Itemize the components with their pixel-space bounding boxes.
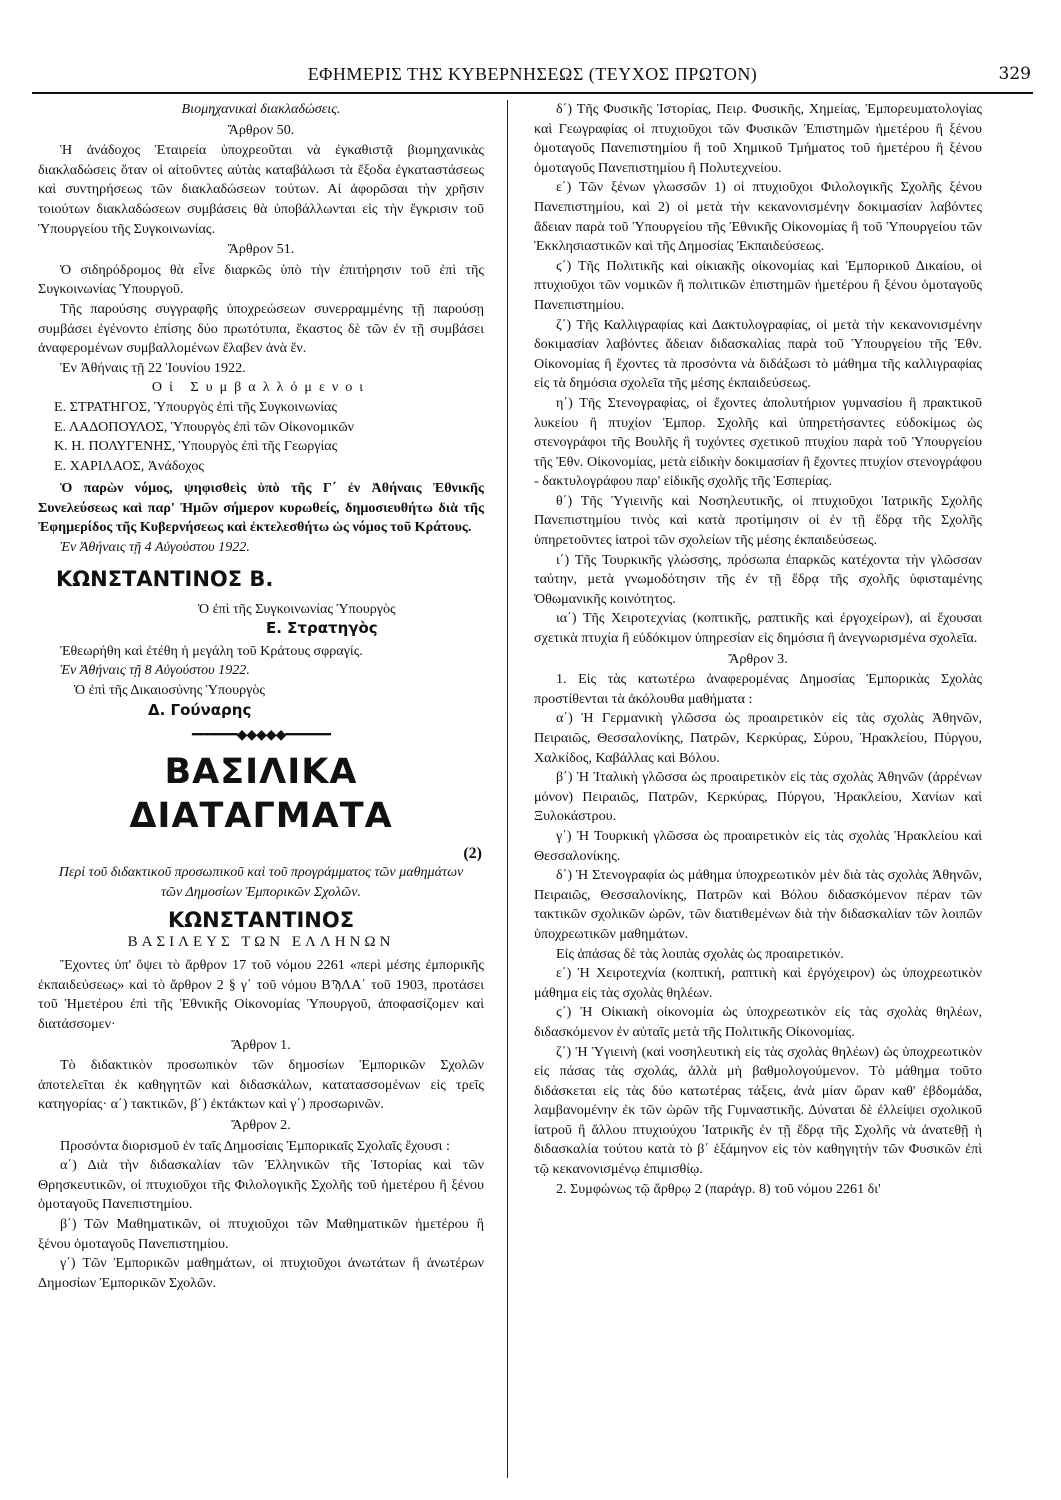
article-text: 2. Συμφώνως τῷ ἄρθρῳ 2 (παράγρ. 8) τοῦ νόμου 2261 δι'	[556, 1180, 881, 1197]
article-item: ϛ΄) Ἡ Οἰκιακὴ οἰκονομία ὡς ὑποχρεωτικὸν εἰς τὰς σχολὰς θηλέων, διδασκόμενον ἐν αὐταῖς μετὰ τῆς Πολιτικῆς Οἰκονομίας.	[534, 1004, 982, 1040]
king-heading: ΚΩΝΣΤΑΝΤΙΝΟΣ	[167, 907, 355, 932]
article-item: δ΄) Τῆς Φυσικῆς Ἱστορίας, Πειρ. Φυσικῆς, Χημείας, Ἐμπορευματολογίας καὶ Γεωγραφίας οἱ πτυχιοῦχοι τῶν Φυσικῶν Ἐπιστημῶν ἡμετέρου ἢ ξένου ὁμοταγοῦς Πανεπιστημίου ἢ τοῦ Χημικοῦ Τμήματος τοῦ ἡμετέρου ἢ ξένου ὁμοταγοῦς Πανεπιστημίου ἢ Πολυτεχνείου.	[534, 101, 982, 176]
date-line: Ἐν Ἀθήναις τῇ 4 Αὐγούστου 1922.	[60, 539, 250, 556]
article-text: Τὸ διδακτικὸν προσωπικὸν τῶν δημοσίων Ἐμπορικῶν Σχολῶν ἀποτελεῖται ἐκ καθηγητῶν καὶ διδασκάλων, κατατασσομένων εἰς τρεῖς κατηγορίας· α΄) τακτικῶν, β΄) ἐκτάκτων καὶ γ΄) προσωρινῶν.	[38, 1057, 484, 1113]
article-item: ε΄) Τῶν ξένων γλωσσῶν 1) οἱ πτυχιοῦχοι Φιλολογικῆς Σχολῆς ξένου Πανεπιστημίου, καὶ 2) οἱ μετὰ τὴν κεκανονισμένην δοκιμασίαν λαβόντες ἄδειαν παρὰ τοῦ Ὑπουργείου τῆς Ἐθνικῆς Οἰκονομίας ἢ τοῦ Ὑπουργείου τῶν Ἐκκλησιαστικῶν καὶ τῆς Δημοσίας Ἐκπαιδεύσεως.	[534, 179, 982, 255]
page-header	[32, 60, 1033, 94]
article-title: Ἄρθρον 2.	[231, 1116, 291, 1133]
article-title: Ἄρθρον 50.	[227, 121, 295, 138]
article-item: η΄) Τῆς Στενογραφίας, οἱ ἔχοντες ἀπολυτήριον γυμνασίου ἢ πρακτικοῦ λυκείου ἢ πτυχίον Ἐμπορ. Σχολῆς καὶ ὑπηρετήσαντες εὐδοκίμως ὡς στενογράφοι τῆς Βουλῆς ἢ τυχόντες σχετικοῦ πτυχίου παρὰ τοῦ Ὑπουργείου τῆς Ἐθν. Οἰκονομίας, μετὰ εἰδικὴν δοκιμασίαν ἢ ἔχοντες πτυχίον στενογράφου - δακτυλογράφου παρ' εἰδικῆς σχολῆς τῆς Ἑσπερίας.	[534, 394, 982, 490]
article-text: Ἡ ἀνάδοχος Ἑταιρεία ὑποχρεοῦται νὰ ἐγκαθιστᾷ βιομηχανικὰς διακλαδώσεις ὅταν οἱ αἰτοῦντες αὐτὰς καταβάλωσι τὰ ἔξοδα ἐγκαταστάσεως καὶ συντηρήσεως τῶν διακλαδώσεων τούτων. Αἱ ἀφορῶσαι τὴν χρῆσιν τοιούτων διακλαδώσεων συμβάσεις θὰ ὑποβάλλωνται εἰς τὴν ἔγκρισιν τοῦ Ὑπουργείου τῆς Συγκοινωνίας.	[38, 142, 484, 237]
article-item: β΄) Τῶν Μαθηματικῶν, οἱ πτυχιοῦχοι τῶν Μαθηματικῶν ἡμετέρου ἢ ξένου ὁμοταγοῦς Πανεπιστημίου.	[38, 1215, 484, 1252]
article-item: ζ΄) Τῆς Καλλιγραφίας καὶ Δακτυλογραφίας, οἱ μετὰ τὴν κεκανονισμένην δοκιμασίαν λαβόντες ἄδειαν διδασκαλίας παρὰ τοῦ Ὑπουργείου τῆς Ἐθν. Οἰκονομίας ἢ ἔχοντες τὰ προσόντα νὰ διδάξωσι τὸ μάθημα τῆς καλλιγραφίας εἰς τὰ δημόσια σχολεῖα τῆς μέσης ἐκπαιδεύσεως.	[534, 316, 982, 392]
page-number: 329	[998, 64, 1031, 84]
article-title: Ἄρθρον 51.	[227, 241, 295, 258]
king-subheading: ΒΑΣΙΛΕΥΣ ΤΩΝ ΕΛΛΗΝΩΝ	[127, 933, 395, 950]
king-signature: ΚΩΝΣΤΑΝΤΙΝΟΣ Β.	[56, 566, 274, 591]
article-item: α΄) Ἡ Γερμανικὴ γλῶσσα ὡς προαιρετικὸν εἰς τὰς σχολὰς Ἀθηνῶν, Πειραιῶς, Θεσσαλονίκης, Πατρῶν, Κερκύρας, Σύρου, Ἡρακλείου, Πύργου, Χαλκίδος, Καβάλλας καὶ Βόλου.	[534, 710, 982, 766]
article-item: ι΄) Τῆς Τουρκικῆς γλώσσης, πρόσωπα ἐπαρκῶς κατέχοντα τὴν γλῶσσαν ταύτην, μετὰ γνωμοδότησιν τῆς ἐν τῇ ἕδρᾳ τῆς σχολῆς ὑφισταμένης Ὀθωμανικῆς κοινότητος.	[534, 551, 982, 607]
article-title: Ἄρθρον 3.	[728, 650, 788, 667]
left-column	[38, 100, 484, 1480]
article-item: β΄) Ἡ Ἰταλικὴ γλῶσσα ὡς προαιρετικὸν εἰς τὰς σχολὰς Ἀθηνῶν (ἀρρένων μόνον) Πειραιῶς, Πατρῶν, Κερκύρας, Πύργου, Ἡρακλείου, Χανίων καὶ Ξυλοκάστρου.	[534, 769, 982, 825]
article-item: ια΄) Τῆς Χειροτεχνίας (κοπτικῆς, ραπτικῆς καὶ ἐργοχείρων), αἱ ἔχουσαι σχετικὰ πτυχία ἢ εὐδόκιμον ὑπηρεσίαν εἰς δημόσια ἢ ἀνεγνωρισμένα σχολεῖα.	[534, 610, 982, 647]
article-text: Ὁ σιδηρόδρομος θὰ εἶνε διαρκῶς ὑπὸ τὴν ἐπιτήρησιν τοῦ ἐπὶ τῆς Συγκοινωνίας Ὑπουργοῦ.	[38, 261, 484, 298]
right-column	[534, 100, 982, 1480]
article-item: θ΄) Τῆς Ὑγιεινῆς καὶ Νοσηλευτικῆς, οἱ πτυχιοῦχοι Ἰατρικῆς Σχολῆς Πανεπιστημίου τινὸς καὶ κατὰ προτίμησιν οἱ ἐν τῇ ἕδρᾳ τῆς Σχολῆς ὑπηρετοῦντες ἰατροὶ τῶν σχολείων τῆς μέσης ἐκπαιδεύσεως.	[534, 492, 982, 549]
law-text: Ὁ παρὼν νόμος, ψηφισθεὶς ὑπὸ τῆς Γ΄ ἐν Ἀθήναις Ἐθνικῆς Συνελεύσεως καὶ παρ' Ἡμῶν σήμερον κυρωθείς, δημοσιευθήτω διὰ τῆς Ἐφημερίδος τῆς Κυβερνήσεως καὶ ἐκτελεσθήτω ὡς νόμος τοῦ Κράτους.	[38, 480, 484, 536]
article-text: 1. Εἰς τὰς κατωτέρω ἀναφερομένας Δημοσίας Ἐμπορικὰς Σχολὰς προστίθενται τὰ ἀκόλουθα μαθήματα :	[534, 671, 982, 707]
article-title: Ἄρθρον 1.	[231, 1036, 291, 1053]
column-divider	[507, 100, 508, 1478]
minister-name: Ε. Στρατηγὸς	[266, 619, 378, 638]
contracting-parties: Οἱ Συμβαλλόμενοι	[151, 379, 371, 396]
date-line: Ἐν Ἀθήναις τῇ 22 Ἰουνίου 1922.	[60, 359, 246, 376]
article-text: Προσόντα διορισμοῦ ἐν ταῖς Δημοσίαις Ἐμπορικαῖς Σχολαῖς ἔχουσι :	[60, 1137, 450, 1154]
article-item: γ΄) Τῶν Ἐμπορικῶν μαθημάτων, οἱ πτυχιοῦχοι ἀνωτάτων ἢ ἀνωτέρων Δημοσίων Ἐμπορικῶν Σχολῶν.	[38, 1255, 484, 1291]
minister-title: Ὁ ἐπὶ τῆς Δικαιοσύνης Ὑπουργὸς	[74, 682, 266, 699]
decree-number: (2)	[463, 844, 482, 862]
decree-subject: Περὶ τοῦ διδακτικοῦ προσωπικοῦ καὶ τοῦ προγράμματος τῶν μαθημάτων τῶν Δημοσίων Ἐμπορικῶν Σχολῶν.	[58, 864, 464, 900]
article-item: α΄) Διὰ τὴν διδασκαλίαν τῶν Ἑλληνικῶν τῆς Ἱστορίας καὶ τῶν Θρησκευτικῶν, οἱ πτυχιοῦχοι τῆς Φιλολογικῆς Σχολῆς τοῦ ἡμετέρου ἢ ξένου ὁμοταγοῦς Πανεπιστημίου.	[38, 1157, 484, 1213]
signatory: Ε. ΧΑΡΙΛΑΟΣ, Ἀνάδοχος	[54, 457, 204, 474]
article-text: Τῆς παρούσης συγγραφῆς ὑποχρεώσεων συνερραμμένης τῇ παρούσῃ συμβάσει ἐγένοντο ἐπίσης δύο πρωτότυπα, ἕκαστος δὲ τῶν ἐν τῇ συμβάσει ἀναφερομένων συμβαλλομένων ἔλαβεν ἀνὰ ἕν.	[38, 300, 484, 357]
article-item: ϛ΄) Τῆς Πολιτικῆς καὶ οἰκιακῆς οἰκονομίας καὶ Ἐμπορικοῦ Δικαίου, οἱ πτυχιοῦχοι τῶν νομικῶν ἢ πολιτικῶν ἐπιστημῶν ἡμετέρου ἢ ξένου ὁμοταγοῦς Πανεπιστημίου.	[534, 257, 982, 313]
preamble: Ἔχοντες ὑπ' ὄψει τὸ ἄρθρον 17 τοῦ νόμου 2261 «περὶ μέσης ἐμπορικῆς ἐκπαιδεύσεως» καὶ τὸ ἄρθρον 2 § γ΄ τοῦ νόμου ΒϠΛΑ΄ τοῦ 1903, προτάσει τοῦ Ἡμετέρου ἐπὶ τῆς Ἐθνικῆς Οἰκονομίας Ὑπουργοῦ, ἀποφασίζομεν καὶ διατάσσομεν·	[38, 957, 484, 1032]
gazette-title: ΕΦΗΜΕΡΙΣ ΤΗΣ ΚΥΒΕΡΝΗΣΕΩΣ (ΤΕΥΧΟΣ ΠΡΩΤΟΝ)	[307, 64, 758, 84]
minister-title: Ὁ ἐπὶ τῆς Συγκοινωνίας Ὑπουργὸς	[198, 600, 396, 617]
section-title: ΒΑΣΙΛΙΚΑ ΔΙΑΤΑΓΜΑΤΑ	[129, 751, 393, 836]
article-item: γ΄) Ἡ Τουρκικὴ γλῶσσα ὡς προαιρετικὸν εἰς τὰς σχολὰς Ἡρακλείου καὶ Θεσσαλονίκης.	[534, 827, 982, 864]
minister-name: Δ. Γούναρης	[148, 700, 252, 719]
signatory: Ε. ΛΑΔΟΠΟΥΛΟΣ, Ὑπουργὸς ἐπὶ τῶν Οἰκονομικῶν	[54, 418, 355, 435]
article-item: δ΄) Ἡ Στενογραφία ὡς μάθημα ὑποχρεωτικὸν μὲν διὰ τὰς σχολὰς Ἀθηνῶν, Πειραιῶς, Θεσσαλονίκης, Πατρῶν καὶ Βόλου διδασκόμενον πέραν τῶν τακτικῶν σχολικῶν ὡρῶν, τῶν διατιθεμένων διὰ τὴν διδασκαλίαν τῶν λοιπῶν ὑποχρεωτικῶν μαθημάτων.	[534, 867, 982, 942]
ornament-divider: ━━━━━━◆◆◆◆◆━━━━━━	[192, 728, 330, 744]
article-item: ε΄) Ἡ Χειροτεχνία (κοπτική, ραπτικὴ καὶ ἐργόχειρον) ὡς ὑποχρεωτικὸν μάθημα εἰς τὰς σχολὰς θηλέων.	[534, 965, 982, 1001]
article-text: Εἰς ἁπάσας δὲ τὰς λοιπὰς σχολὰς ὡς προαιρετικόν.	[556, 945, 844, 962]
section-heading: Βιομηχανικαὶ διακλαδώσεις.	[181, 101, 341, 117]
seal-text: Ἐθεωρήθη καὶ ἐτέθη ἡ μεγάλη τοῦ Κράτους σφραγίς.	[60, 642, 363, 659]
signatory: Ε. ΣΤΡΑΤΗΓΟΣ, Ὑπουργὸς ἐπὶ τῆς Συγκοινωνίας	[54, 398, 337, 415]
signatory: Κ. Η. ΠΟΛΥΓΕΝΗΣ, Ὑπουργὸς ἐπὶ τῆς Γεωργίας	[54, 438, 338, 455]
date-line: Ἐν Ἀθήναις τῇ 8 Αὐγούστου 1922.	[60, 662, 250, 679]
article-item: ζ΄) Ἡ Ὑγιεινὴ (καὶ νοσηλευτικὴ εἰς τὰς σχολὰς θηλέων) ὡς ὑποχρεωτικὸν εἰς πάσας τὰς σχολάς, ἀλλὰ μὴ βαθμολογούμενον. Τὸ μάθημα τοῦτο διδάσκεται εἰς τὰς δύο κατωτέρας τάξεις, ἀνὰ μίαν ὥραν καθ' ἑβδομάδα, λαμβανομένην ἐκ τῶν ὡρῶν τῆς Γυμναστικῆς. Δύναται δὲ ἐλλείψει σχολικοῦ ἰατροῦ ἢ ἄλλου πτυχιούχου Ἰατρικῆς ἐν τῇ ἕδρᾳ τῆς Σχολῆς νὰ ἀνατεθῇ ἡ διδασκαλία τούτου κατὰ τὸ β΄ ἑξάμηνον εἰς τὸν καθηγητὴν τῶν Φυσικῶν ἐπὶ τῷ κεκανονισμένῳ ἐπιμισθίῳ.	[534, 1043, 982, 1178]
